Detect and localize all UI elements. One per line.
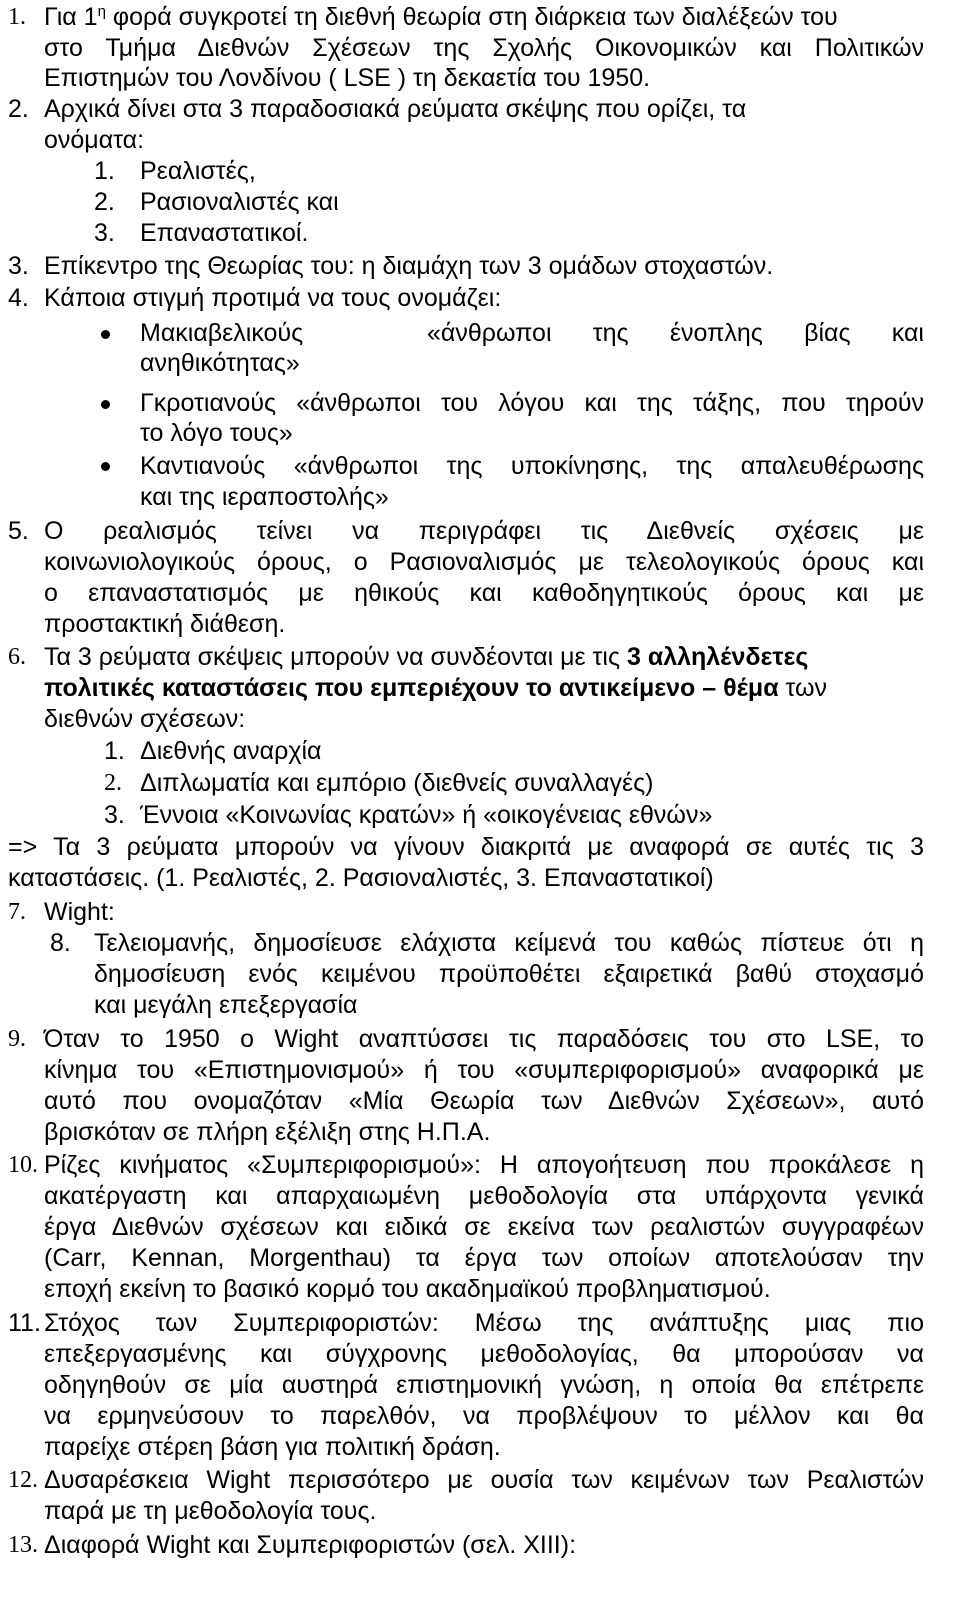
item-5-line-4: προστακτική διάθεση.: [44, 610, 286, 638]
item-9-line-2: κίνημα του «Επιστημονισμού» ή του «συμπεριφορισμού» αναφορικά με: [44, 1056, 924, 1084]
text-segment: Τα 3 ρεύματα σκέψεις μπορούν να συνδέονται με τις: [44, 643, 627, 671]
item-8-line-2: δημοσίευση ενός κειμένου προϋποθέτει εξαιρετικά βαθύ στοχασμό: [94, 960, 924, 988]
item-number: 1.: [8, 4, 26, 30]
subitem-number: 3.: [94, 219, 115, 247]
emphasis-text: πολιτικές καταστάσεις που εμπεριέχουν το αντικείμενο – θέμα: [44, 674, 779, 702]
item-5-line-1: Ο ρεαλισμός τείνει να περιγράφει τις Διεθνείς σχέσεις με: [44, 517, 924, 545]
item-1-line-3: Επιστημών του Λονδίνου ( LSE ) τη δεκαετία του 1950.: [44, 64, 651, 92]
item-13-line-1: Διαφορά Wight και Συμπεριφοριστών (σελ. XIII):: [44, 1531, 577, 1559]
superscript: η: [97, 3, 106, 20]
text-segment: φορά συγκροτεί τη διεθνή θεωρία στη διάρκεια των διαλέξεών του: [105, 3, 838, 31]
bullet-icon: [101, 330, 110, 339]
subitem-text: Ρασιοναλιστές και: [140, 188, 339, 216]
item-number: 5.: [8, 517, 29, 545]
bullet-1-text: [427, 318, 924, 348]
item-10-line-3: έργα Διεθνών σχέσεων και ειδικά σε εκείνα των ρεαλιστών συγγραφέων: [44, 1213, 924, 1241]
item-2-line-1: Αρχικά δίνει στα 3 παραδοσιακά ρεύματα σκέψης που ορίζει, τα: [44, 95, 747, 123]
subitem-number: 2.: [94, 188, 115, 216]
item-3-line-1: Επίκεντρο της Θεωρίας του: η διαμάχη των 3 ομάδων στοχαστών.: [44, 252, 774, 280]
subitem-text: Επαναστατικοί.: [140, 219, 309, 247]
text-segment: Για 1: [44, 3, 98, 31]
item-10-line-5: εποχή εκείνη το βασικό κορμό του ακαδημαϊκού προβληματισμού.: [44, 1275, 771, 1303]
item-number: 6.: [8, 644, 26, 670]
item-number: 9.: [8, 1026, 26, 1052]
bullet-icon: [101, 462, 110, 471]
item-number: 2.: [8, 95, 29, 123]
bullet-2-line-1: Γκροτιανούς «άνθρωποι του λόγου και της τάξης, που τηρούν: [140, 389, 924, 417]
subitem-text: Ρεαλιστές,: [140, 157, 256, 185]
item-8-line-3: και μεγάλη επεξεργασία: [94, 991, 358, 1019]
item-number: 13.: [8, 1532, 38, 1558]
item-12-line-1: Δυσαρέσκεια Wight περισσότερο με ουσία των κειμένων των Ρεαλιστών: [44, 1466, 924, 1494]
bullet-3-line-2: και της ιεραποστολής»: [140, 483, 389, 511]
item-9-line-4: βρισκόταν σε πλήρη εξέλιξη στης Η.Π.Α.: [44, 1118, 491, 1146]
subitem-number: 2.: [104, 770, 122, 796]
item-11-line-3: οδηγηθούν σε μία αυστηρά επιστημονική γνώση, η οποία θα επέτρεπε: [44, 1371, 924, 1399]
subitem-number: 1.: [104, 737, 125, 765]
subitem-number: 1.: [94, 157, 115, 185]
conclusion-line-1: => Τα 3 ρεύματα μπορούν να γίνουν διακριτά με αναφορά σε αυτές τις 3: [8, 833, 924, 861]
conclusion-line-2: καταστάσεις. (1. Ρεαλιστές, 2. Ρασιοναλιστές, 3. Επαναστατικοί): [8, 864, 714, 892]
subitem-text: Διπλωματία και εμπόριο (διεθνείς συναλλαγές): [140, 769, 654, 797]
item-number: 7.: [8, 899, 26, 925]
item-4-line-1: Κάποια στιγμή προτιμά να τους ονομάζει:: [44, 284, 502, 312]
item-10-line-2: ακατέργαστη και απαρχαιωμένη μεθοδολογία στα υπάρχοντα γενικά: [44, 1182, 924, 1210]
item-10-line-1: Ρίζες κινήματος «Συμπεριφορισμού»: Η απογοήτευση που προκάλεσε η: [44, 1151, 924, 1179]
item-6-line-1: [44, 642, 924, 672]
item-1-line-2: στο Τμήμα Διεθνών Σχέσεων της Σχολής Οικονομικών και Πολιτικών: [44, 34, 924, 62]
item-5-line-2: κοινωνιολογικούς όρους, ο Ρασιοναλισμός με τελεολογικούς όρους και: [44, 548, 924, 576]
item-6-line-3: διεθνών σχέσεων:: [44, 705, 246, 733]
item-12-line-2: παρά με τη μεθοδολογία τους.: [44, 1497, 377, 1525]
text-segment: των: [778, 674, 828, 702]
bullet-1-line-2: ανηθικότητας»: [140, 349, 300, 377]
item-6-line-2: [44, 673, 924, 703]
item-number: 11.: [8, 1309, 41, 1337]
subitem-number: 3.: [104, 801, 125, 829]
item-number: 8.: [50, 929, 71, 957]
emphasis-text: 3 αλληλένδετες: [626, 643, 809, 671]
item-11-line-1: Στόχος των Συμπεριφοριστών: Μέσω της ανάπτυξης μιας πιο: [44, 1309, 924, 1337]
bullet-1-term: Μακιαβελικούς: [140, 319, 304, 347]
item-10-line-4: (Carr, Kennan, Morgenthau) τα έργα των οποίων αποτελούσαν την: [44, 1244, 924, 1272]
item-11-line-4: να ερμηνεύσουν το παρελθόν, να προβλέψουν το μέλλον και θα: [44, 1402, 924, 1430]
bullet-3-line-1: Καντιανούς «άνθρωποι της υποκίνησης, της απαλευθέρωσης: [140, 452, 924, 480]
subitem-text: Έννοια «Κοινωνίας κρατών» ή «οικογένειας εθνών»: [140, 801, 713, 829]
item-11-line-5: παρείχε στέρεη βάση για πολιτική δράση.: [44, 1433, 501, 1461]
bullet-icon: [101, 400, 110, 409]
item-9-line-1: Όταν το 1950 ο Wight αναπτύσσει τις παραδόσεις του στο LSE, το: [44, 1025, 924, 1053]
item-7-line-1: Wight:: [44, 898, 115, 926]
item-5-line-3: ο επαναστατισμός με ηθικούς και καθοδηγητικούς όρους και με: [44, 579, 924, 607]
subitem-text: Διεθνής αναρχία: [140, 737, 322, 765]
item-8-line-1: Τελειομανής, δημοσίευσε ελάχιστα κείμενά του καθώς πίστευε ότι η: [94, 929, 924, 957]
item-11-line-2: επεξεργασμένης και σύγχρονης μεθοδολογίας, θα μπορούσαν να: [44, 1340, 924, 1368]
item-9-line-3: αυτό που ονομαζόταν «Μία Θεωρία των Διεθνών Σχέσεων», αυτό: [44, 1087, 924, 1115]
item-1-line-1: [44, 2, 838, 32]
item-number: 3.: [8, 252, 29, 280]
item-number: 10.: [8, 1152, 38, 1178]
bullet-2-line-2: το λόγο τους»: [140, 419, 293, 447]
item-number: 12.: [8, 1467, 38, 1493]
text-segment: «άνθρωποι της ένοπλης βίας και: [427, 319, 924, 347]
item-number: 4.: [8, 284, 29, 312]
item-2-line-2: ονόματα:: [44, 126, 145, 154]
